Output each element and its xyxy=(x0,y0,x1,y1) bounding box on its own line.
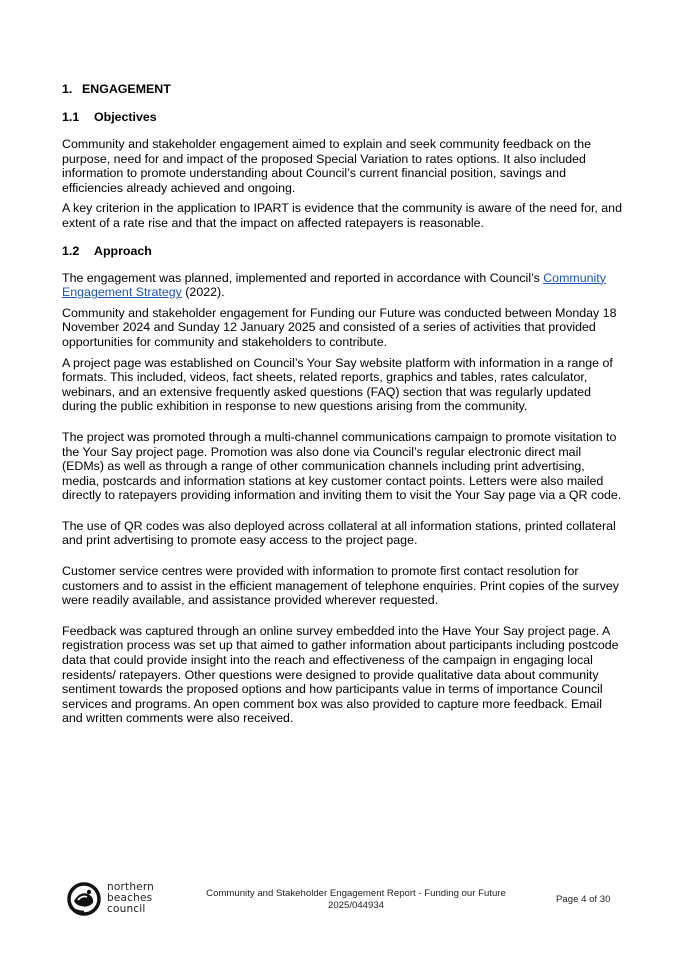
objectives-paragraph-1: Community and stakeholder engagement aimed to explain and seek community feedback on the purpose, need for and impact of the proposed Special Variation to rates options. It also included information to promote understanding about Council’s current financial position, savings and efficiencies already achieved and ongoing. xyxy=(62,137,591,195)
approach-p1-text: The engagement was planned, implemented and reported in accordance with Council’s xyxy=(62,270,544,285)
approach-heading xyxy=(62,244,622,259)
footer-report-title: Community and Stakeholder Engagement Report - Funding our Future xyxy=(206,888,506,899)
approach-paragraph-3: A project page was established on Council’s Your Say website platform with information in a range of formats. This included, videos, fact sheets, related reports, graphics and tables, rates calculator, webinars, and an extensive frequently asked questions (FAQ) section that was regularly updated during the public exhibition in response to new questions arising from the community. xyxy=(62,355,613,414)
logo-line-3: council xyxy=(107,903,146,915)
objectives-paragraph-2: A key criterion in the application to IPART is evidence that the community is aware of the need for, and extent of a rate rise and that the impact on affected ratepayers is reasonable. xyxy=(62,201,622,230)
page-footer xyxy=(0,881,675,921)
objectives-title: Objectives xyxy=(94,110,157,124)
community-engagement-strategy-link[interactable]: Community Engagement Strategy xyxy=(62,270,606,300)
logo-line-1: northern xyxy=(107,881,155,893)
approach-number: 1.2 xyxy=(62,243,80,258)
objectives-number: 1.1 xyxy=(62,110,80,124)
approach-p1-suffix: (2022). xyxy=(181,285,225,300)
section-title: ENGAGEMENT xyxy=(82,82,171,96)
section-number: 1. xyxy=(62,82,73,96)
page-content xyxy=(62,82,622,726)
approach-paragraph-4: The project was promoted through a multi-channel communications campaign to promote visitation to the Your Say project page. Promotion was also done via Council’s regular electronic direct mail (EDMs) as well as through a range of other communication channels including print advertising, media, postcards and information stations at key customer contact points. Letters were also mailed directly to ratepayers providing information and inviting them to visit the Your Say page via a QR code. xyxy=(62,429,622,503)
approach-title: Approach xyxy=(94,243,152,258)
logo-wordmark xyxy=(107,882,154,915)
approach-paragraph-1 xyxy=(62,271,622,300)
footer-doc-number: 2025/044934 xyxy=(327,899,385,911)
approach-paragraph-7: Feedback was captured through an online survey embedded into the Have Your Say project page. A registration process was set up that aimed to gather information about participants including postcode data that could provide insight into the reach and effectiveness of the campaign in engaging local residents/ ratepayers. Other questions were designed to provide qualitative data about community sentiment towards the proposed options and how participants value in terms of importance Council services and programs. An open comment box was also provided to capture more feedback. Email and written comments were also received. xyxy=(62,623,619,726)
approach-paragraph-5: The use of QR codes was also deployed across collateral at all information stations, printed collateral and print advertising to promote easy access to the project page. xyxy=(62,518,616,548)
logo-line-2: beaches xyxy=(107,892,153,904)
page-number: Page 4 of 30 xyxy=(556,894,611,905)
approach-paragraph-6: Customer service centres were provided with information to promote first contact resolution for customers and to assist in the efficient management of telephone enquiries. Print copies of the survey were readily available, and assistance provided wherever requested. xyxy=(62,564,619,608)
footer-title-block xyxy=(196,888,516,911)
council-logo-icon xyxy=(66,881,102,917)
approach-paragraph-2: Community and stakeholder engagement for Funding our Future was conducted between Monday 18 November 2024 and Sunday 12 January 2025 and consisted of a series of activities that provided opportunities for community and stakeholders to contribute. xyxy=(62,305,617,349)
objectives-heading xyxy=(62,110,622,125)
section-heading xyxy=(62,82,622,97)
